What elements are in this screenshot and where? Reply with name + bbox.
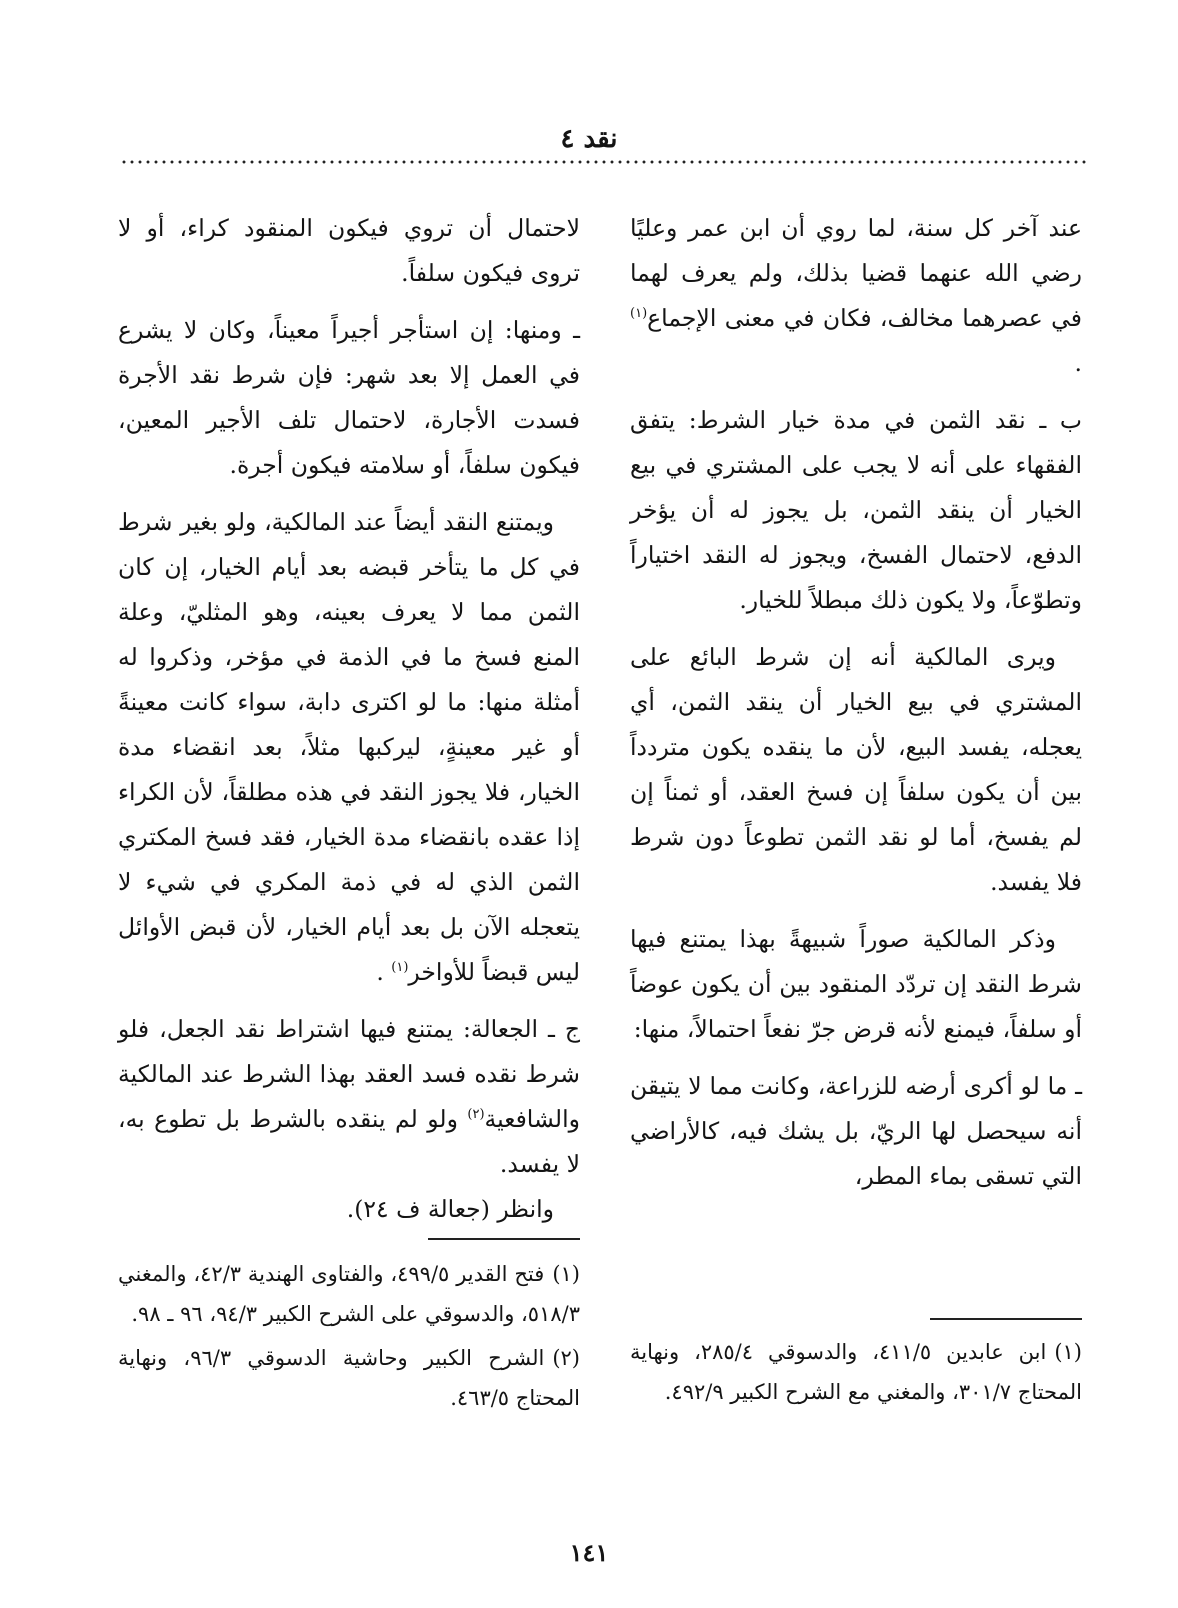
paragraph: عند آخر كل سنة، لما روي أن ابن عمر وعليًا رضي الله عنهما قضيا بذلك، ولم يعرف لهما في عصرهما مخالف، فكان في معنى الإجماع$^{(١)}$ . [630,214,1082,377]
paragraph: وذكر المالكية صوراً شبيهةً بهذا يمتنع فيها شرط النقد إن تردّد المنقود بين أن يكون عوضاً أو سلفاً، فيمنع لأنه قرض جرّ نفعاً احتمالاً، منها: [630,925,1082,1043]
header-dotted-divider [120,160,1086,164]
footnote-ref[interactable]: (١) [391,960,409,976]
paragraph: ج ـ الجعالة: يمتنع فيها اشتراط نقد الجعل، فلو شرط نقده فسد العقد بهذا الشرط عند المالكية والشافعية$^{(٢)}$ ولو لم ينقده بالشرط بل تطوع به، لا يفسد. [118,1015,580,1178]
paragraph: ب ـ نقد الثمن في مدة خيار الشرط: يتفق الفقهاء على أنه لا يجب على المشتري في بيع الخيار أن ينقد الثمن، بل يجوز له أن يؤخر الدفع، لاحتمال الفسخ، ويجوز له النقد اختياراً وتطوّعاً، ولا يكون ذلك مبطلاً للخيار. [630,406,1082,614]
footnote-ref[interactable]: (٢) [467,1107,485,1123]
page-number: ١٤١ [569,1538,609,1567]
right-column [630,206,1082,1211]
footnote: (٢)الشرح الكبير وحاشية الدسوقي ٩٦/٣، ونهاية المحتاج ٤٦٣/٥. [118,1346,580,1410]
footnote-ref[interactable]: (١) [630,306,648,322]
paragraph: ويمتنع النقد أيضاً عند المالكية، ولو بغير شرط في كل ما يتأخر قبضه بعد أيام الخيار، إن كان الثمن مما لا يعرف بعينه، وهو المثليّ، وعلة المنع فسخ ما في الذمة في مؤخر، وذكروا له أمثلة منها: ما لو اكترى دابة، سواء كانت معينةً أو غير معينةٍ، ليركبها مثلاً، بعد انقضاء مدة الخيار، فلا يجوز النقد في هذه مطلقاً، لأن الكراء إذا عقده بانقضاء مدة الخيار، فقد فسخ المكتري الثمن الذي له في ذمة المكري في شيء لا يتعجله الآن بل بعد أيام الخيار، لأن قبض الأوائل ليس قبضاً للأواخر$^{(١)}$ . [118,508,580,986]
footnote-rule-left [428,1238,580,1240]
paragraph: ـ ما لو أكرى أرضه للزراعة، وكانت مما لا يتيقن أنه سيحصل لها الريّ، بل يشك فيه، كالأراضي التي تسقى بماء المطر، [630,1072,1082,1190]
page-header-title: نقد ٤ [560,124,618,154]
paragraph: وانظر (جعالة ف ٢٤). [346,1195,554,1223]
footnote: (١)فتح القدير ٤٩٩/٥، والفتاوى الهندية ٤٢/٣، والمغني ٥١٨/٣، والدسوقي على الشرح الكبير ٩٤/٣، ٩٦ ـ ٩٨. [118,1262,580,1326]
footnote-rule-right [930,1318,1082,1320]
paragraph: ويرى المالكية أنه إن شرط البائع على المشتري في بيع الخيار أن ينقد الثمن، أي يعجله، يفسد البيع، لأن ما ينقده يكون متردداً بين أن يكون سلفاً إن فسخ العقد، أو ثمناً إن لم يفسخ، أما لو نقد الثمن تطوعاً دون شرط فلا يفسد. [630,643,1082,896]
paragraph: لاحتمال أن تروي فيكون المنقود كراء، أو لا تروى فيكون سلفاً. [118,214,580,287]
footnote: (١)ابن عابدين ٤١١/٥، والدسوقي ٢٨٥/٤، ونهاية المحتاج ٣٠١/٧، والمغني مع الشرح الكبير ٤٩٢/٩. [630,1340,1082,1404]
footnotes-left [118,1254,580,1422]
footnotes-right [630,1332,1082,1416]
left-column [118,206,580,1244]
paragraph: ـ ومنها: إن استأجر أجيراً معيناً، وكان لا يشرع في العمل إلا بعد شهر: فإن شرط نقد الأجرة فسدت الأجارة، لاحتمال تلف الأجير المعين، فيكون سلفاً، أو سلامته فيكون أجرة. [118,316,580,479]
